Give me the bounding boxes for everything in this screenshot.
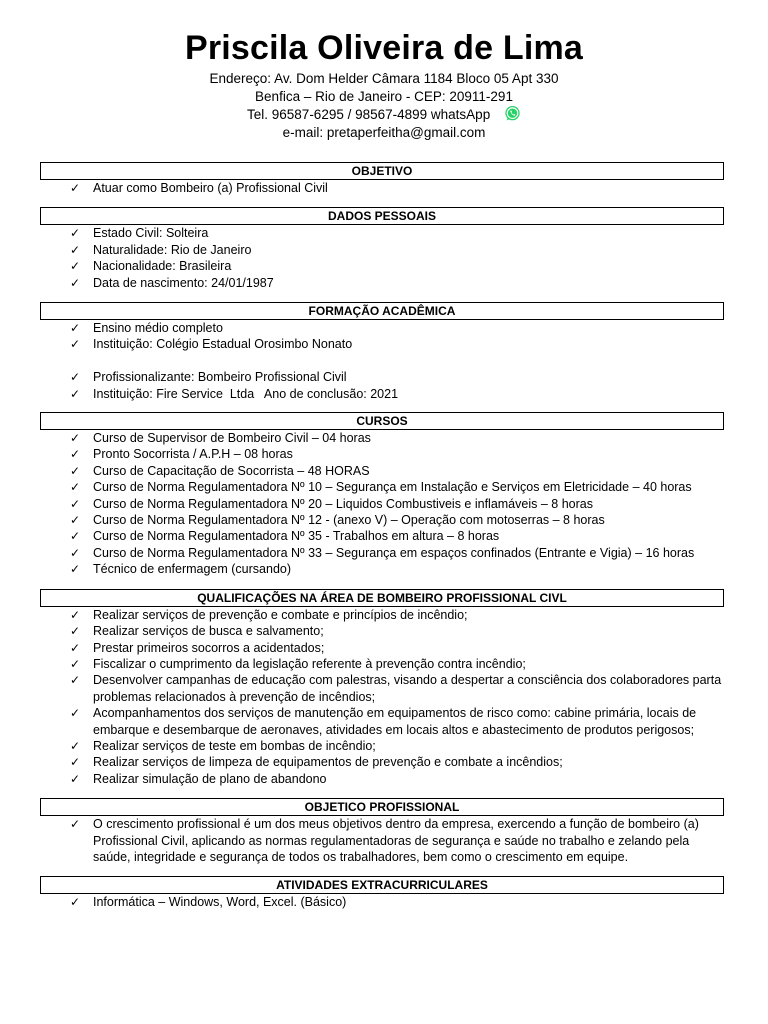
section-list [40, 180, 724, 196]
item-text: Ensino médio completo [93, 321, 223, 336]
list-item [40, 623, 724, 639]
item-text: Curso de Norma Regulamentadora Nº 35 - Trabalhos em altura – 8 horas [93, 529, 500, 544]
section-list [40, 225, 724, 291]
check-icon: ✓ [70, 337, 81, 352]
list-item [40, 640, 724, 656]
list-item [40, 258, 724, 274]
list-item [40, 225, 724, 241]
list-item [40, 386, 724, 402]
list-item [40, 656, 724, 672]
section-header: OBJETIVO [40, 162, 724, 180]
check-icon: ✓ [70, 496, 81, 511]
list-item [40, 512, 724, 528]
check-icon: ✓ [70, 706, 81, 721]
item-text: Técnico de enfermagem (cursando) [93, 562, 292, 577]
item-text: Fiscalizar o cumprimento da legislação referente à prevenção contra incêndio; [93, 656, 526, 671]
check-icon: ✓ [70, 242, 81, 257]
list-item [40, 754, 724, 770]
list-item [40, 430, 724, 446]
item-text: Curso de Norma Regulamentadora Nº 10 – Segurança em Instalação e Serviços em Eletricidade – 40 horas [93, 480, 692, 495]
list-item [40, 528, 724, 544]
section-cursos [40, 412, 724, 578]
item-text: Curso de Norma Regulamentadora Nº 33 – Segurança em espaços confinados (Entrante e Vigia) – 16 horas [93, 545, 695, 560]
list-item [40, 242, 724, 258]
item-text: Curso de Norma Regulamentadora Nº 12 - (anexo V) – Operação com motoserras – 8 horas [93, 513, 605, 528]
contact-block [0, 70, 768, 141]
check-icon: ✓ [70, 181, 81, 195]
list-item [40, 369, 724, 385]
item-text: Naturalidade: Rio de Janeiro [93, 242, 252, 257]
list-item [40, 463, 724, 479]
check-icon: ✓ [70, 370, 81, 385]
check-icon: ✓ [70, 656, 81, 671]
item-text: Realizar serviços de teste em bombas de incêndio; [93, 738, 376, 753]
check-icon: ✓ [70, 529, 81, 544]
section-objetivo-profissional [40, 798, 724, 865]
check-icon: ✓ [70, 447, 81, 462]
section-header: OBJETICO PROFISSIONAL [40, 798, 724, 816]
list-item [40, 446, 724, 462]
list-item [40, 607, 724, 623]
item-text: Estado Civil: Solteira [93, 226, 209, 241]
check-icon: ✓ [70, 738, 81, 753]
address-line-2: Benfica – Rio de Janeiro - CEP: 20911-291 [255, 88, 513, 104]
list-item [40, 705, 724, 738]
item-text: Realizar serviços de limpeza de equipamentos de prevenção e combate a incêndios; [93, 755, 563, 770]
list-item [40, 275, 724, 291]
candidate-name: Priscila Oliveira de Lima [184, 29, 584, 67]
check-icon: ✓ [70, 275, 81, 290]
section-dados-pessoais [40, 207, 724, 291]
item-text: Prestar primeiros socorros a acidentados; [93, 640, 325, 655]
list-item [40, 816, 724, 865]
item-text: O crescimento profissional é um dos meus objetivos dentro da empresa, exercendo a função de bombeiro (a) Profissional Civil, aplicando as normas regulamentadoras de segurança e saúde no trabalho e zelando pela saúde, integridade e segurança de todos os trabalhadores, bem como o crescimento em equipe. [93, 817, 699, 864]
item-text: Realizar serviços de busca e salvamento; [93, 624, 324, 639]
section-header: DADOS PESSOAIS [40, 207, 724, 225]
check-icon: ✓ [70, 817, 81, 832]
email-line: e-mail: pretaperfeitha@gmail.com [282, 124, 486, 140]
check-icon: ✓ [70, 431, 81, 446]
item-text: Realizar serviços de prevenção e combate e princípios de incêndio; [93, 607, 468, 622]
list-item [40, 738, 724, 754]
resume-content [40, 162, 724, 921]
section-list [40, 320, 724, 402]
check-icon: ✓ [70, 895, 81, 910]
section-qualificacoes [40, 589, 724, 787]
section-list [40, 816, 724, 865]
whatsapp-icon [504, 105, 521, 122]
item-text: Instituição: Fire Service Ltda Ano de conclusão: 2021 [93, 386, 399, 401]
item-text: Pronto Socorrista / A.P.H – 08 horas [93, 447, 293, 462]
check-icon: ✓ [70, 545, 81, 560]
section-formacao-academica [40, 302, 724, 402]
section-objetivo [40, 162, 724, 196]
section-atividades-extracurriculares [40, 876, 724, 910]
check-icon: ✓ [70, 562, 81, 577]
check-icon: ✓ [70, 673, 81, 688]
item-text: Profissionalizante: Bombeiro Profissional Civil [93, 370, 347, 385]
section-header: ATIVIDADES EXTRACURRICULARES [40, 876, 724, 894]
section-list [40, 430, 724, 578]
check-icon: ✓ [70, 226, 81, 241]
list-item [40, 336, 724, 352]
check-icon: ✓ [70, 259, 81, 274]
item-text: Desenvolver campanhas de educação com palestras, visando a despertar a consciência dos colaboradores parta problemas relacionados à prevenção de incêndios; [93, 673, 722, 704]
list-item [40, 672, 724, 705]
list-item [40, 479, 724, 495]
phone-line [0, 105, 768, 124]
check-icon: ✓ [70, 755, 81, 770]
check-icon: ✓ [70, 463, 81, 478]
list-item [40, 771, 724, 787]
item-text: Data de nascimento: 24/01/1987 [93, 275, 274, 290]
item-text: Curso de Norma Regulamentadora Nº 20 – Liquidos Combustiveis e inflamáveis – 8 horas [93, 496, 593, 511]
item-text: Instituição: Colégio Estadual Orosimbo Nonato [93, 337, 353, 352]
check-icon: ✓ [70, 640, 81, 655]
item-text: Curso de Supervisor de Bombeiro Civil – 04 horas [93, 431, 371, 446]
section-header: CURSOS [40, 412, 724, 430]
check-icon: ✓ [70, 321, 81, 336]
section-list [40, 894, 724, 910]
check-icon: ✓ [70, 624, 81, 639]
list-item [40, 545, 724, 561]
item-text: Atuar como Bombeiro (a) Profissional Civil [93, 181, 328, 195]
list-item [40, 320, 724, 336]
list-item [40, 561, 724, 577]
list-item [40, 894, 724, 910]
check-icon: ✓ [70, 386, 81, 401]
item-text: Acompanhamentos dos serviços de manutenção em equipamentos de risco como: cabine primária, locais de embarque e desembarque de aeronaves, atividades em locais altos e abastecimento de produtos perigosos; [93, 706, 697, 737]
section-header: FORMAÇÃO ACADÊMICA [40, 302, 724, 320]
check-icon: ✓ [70, 607, 81, 622]
item-text: Realizar simulação de plano de abandono [93, 771, 327, 786]
list-item [40, 496, 724, 512]
address-line-1: Endereço: Av. Dom Helder Câmara 1184 Bloco 05 Apt 330 [209, 71, 559, 86]
item-text: Informática – Windows, Word, Excel. (Básico) [93, 895, 347, 910]
list-item [40, 180, 724, 196]
check-icon: ✓ [70, 771, 81, 786]
phone-text: Tel. 96587-6295 / 98567-4899 whatsApp [247, 107, 491, 122]
check-icon: ✓ [70, 513, 81, 528]
section-header: QUALIFICAÇÕES NA ÁREA DE BOMBEIRO PROFISSIONAL CIVL [40, 589, 724, 607]
check-icon: ✓ [70, 480, 81, 495]
item-text: Nacionalidade: Brasileira [93, 259, 232, 274]
item-text: Curso de Capacitação de Socorrista – 48 HORAS [93, 463, 370, 478]
section-list [40, 607, 724, 787]
